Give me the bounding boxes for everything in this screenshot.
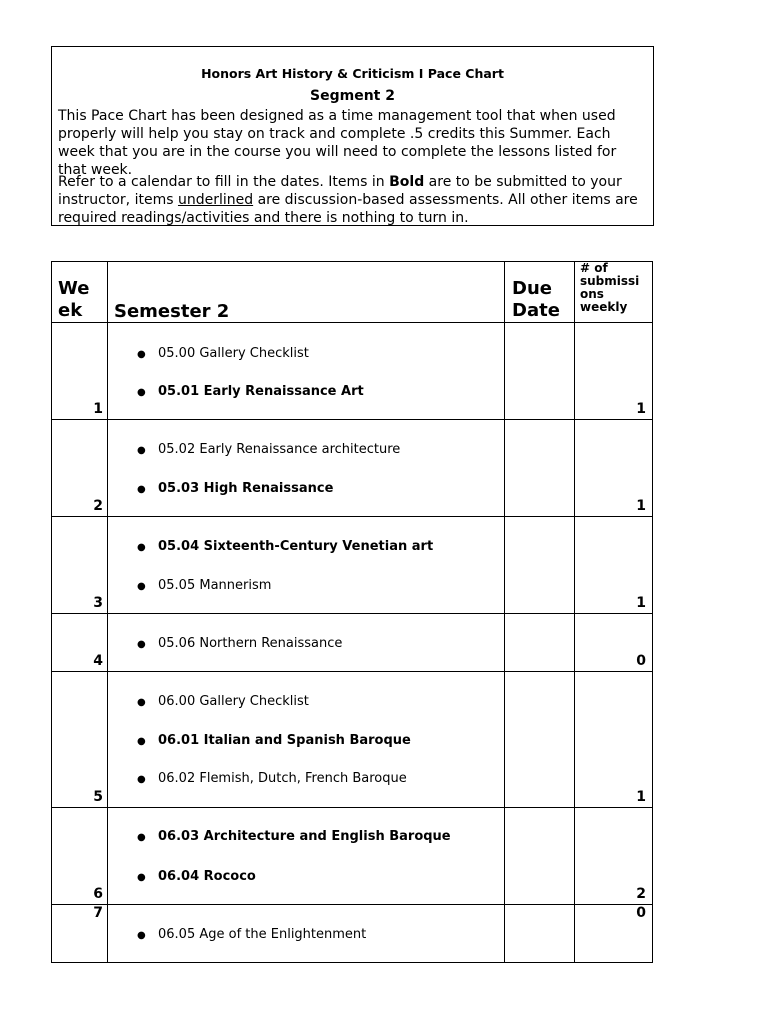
instructions-paragraph	[58, 173, 649, 227]
lesson-item: 05.03 High Renaissance	[158, 481, 334, 496]
bullet-icon: ●	[137, 387, 146, 398]
submission-count: 0	[636, 905, 646, 921]
week-number: 6	[93, 886, 103, 902]
intro-paragraph: This Pace Chart has been designed as a time management tool that when used properly will help you stay on track and complete .5 credits this Summer. Each week that you are in the course you will need to complete the lessons listed for that week.	[58, 108, 617, 178]
bullet-icon: ●	[137, 581, 146, 592]
lesson-item: 05.02 Early Renaissance architecture	[158, 442, 401, 457]
instructions-text-2: are to be submitted to your instructor, items	[58, 174, 622, 208]
submission-count: 0	[636, 653, 646, 669]
submission-count: 2	[636, 886, 646, 902]
submission-count: 1	[636, 498, 646, 514]
pace-table	[51, 261, 653, 963]
bullet-icon: ●	[137, 930, 146, 941]
bullet-icon: ●	[137, 349, 146, 360]
bullet-icon: ●	[137, 639, 146, 650]
bullet-icon: ●	[137, 484, 146, 495]
lesson-item: 06.02 Flemish, Dutch, French Baroque	[158, 771, 407, 786]
segment-heading: Segment 2	[310, 88, 395, 104]
lesson-item: 06.00 Gallery Checklist	[158, 694, 309, 709]
lesson-item: 05.01 Early Renaissance Art	[158, 384, 364, 399]
lesson-item: 05.06 Northern Renaissance	[158, 636, 343, 651]
lesson-item: 05.05 Mannerism	[158, 578, 272, 593]
submission-count: 1	[636, 789, 646, 805]
bullet-icon: ●	[137, 736, 146, 747]
instructions-text-1: Refer to a calendar to fill in the dates. Items in	[58, 174, 390, 190]
document-title: Honors Art History & Criticism I Pace Chart	[201, 66, 504, 81]
due-date-column-header: Due Date	[512, 278, 560, 321]
lesson-item: 06.05 Age of the Enlightenment	[158, 927, 367, 942]
bullet-icon: ●	[137, 774, 146, 785]
week-number: 1	[93, 401, 103, 417]
underlined-keyword: underlined	[177, 192, 254, 208]
submission-count: 1	[636, 595, 646, 611]
week-number: 5	[93, 789, 103, 805]
bullet-icon: ●	[137, 445, 146, 456]
lesson-item: 06.04 Rococo	[158, 869, 256, 884]
lesson-item: 05.04 Sixteenth-Century Venetian art	[158, 539, 434, 554]
lesson-item: 06.01 Italian and Spanish Baroque	[158, 733, 411, 748]
intro-box	[51, 46, 654, 226]
bullet-icon: ●	[137, 542, 146, 553]
bullet-icon: ●	[137, 872, 146, 883]
semester-column-header: Semester 2	[114, 301, 230, 322]
week-number: 3	[93, 595, 103, 611]
instructions-text-3: are discussion-based assessments. All other items are required readings/activities and there is nothing to turn in.	[58, 192, 638, 226]
submission-count: 1	[636, 401, 646, 417]
week-number: 2	[93, 498, 103, 514]
bold-keyword: Bold	[389, 174, 425, 190]
bullet-icon: ●	[137, 697, 146, 708]
submissions-column-header: # of submissi ons weekly	[580, 261, 640, 314]
bullet-icon: ●	[137, 832, 146, 843]
lesson-item: 05.00 Gallery Checklist	[158, 346, 309, 361]
week-number: 4	[93, 653, 103, 669]
lesson-item: 06.03 Architecture and English Baroque	[158, 829, 451, 844]
week-column-header: We ek	[58, 278, 90, 321]
week-number: 7	[93, 905, 103, 921]
